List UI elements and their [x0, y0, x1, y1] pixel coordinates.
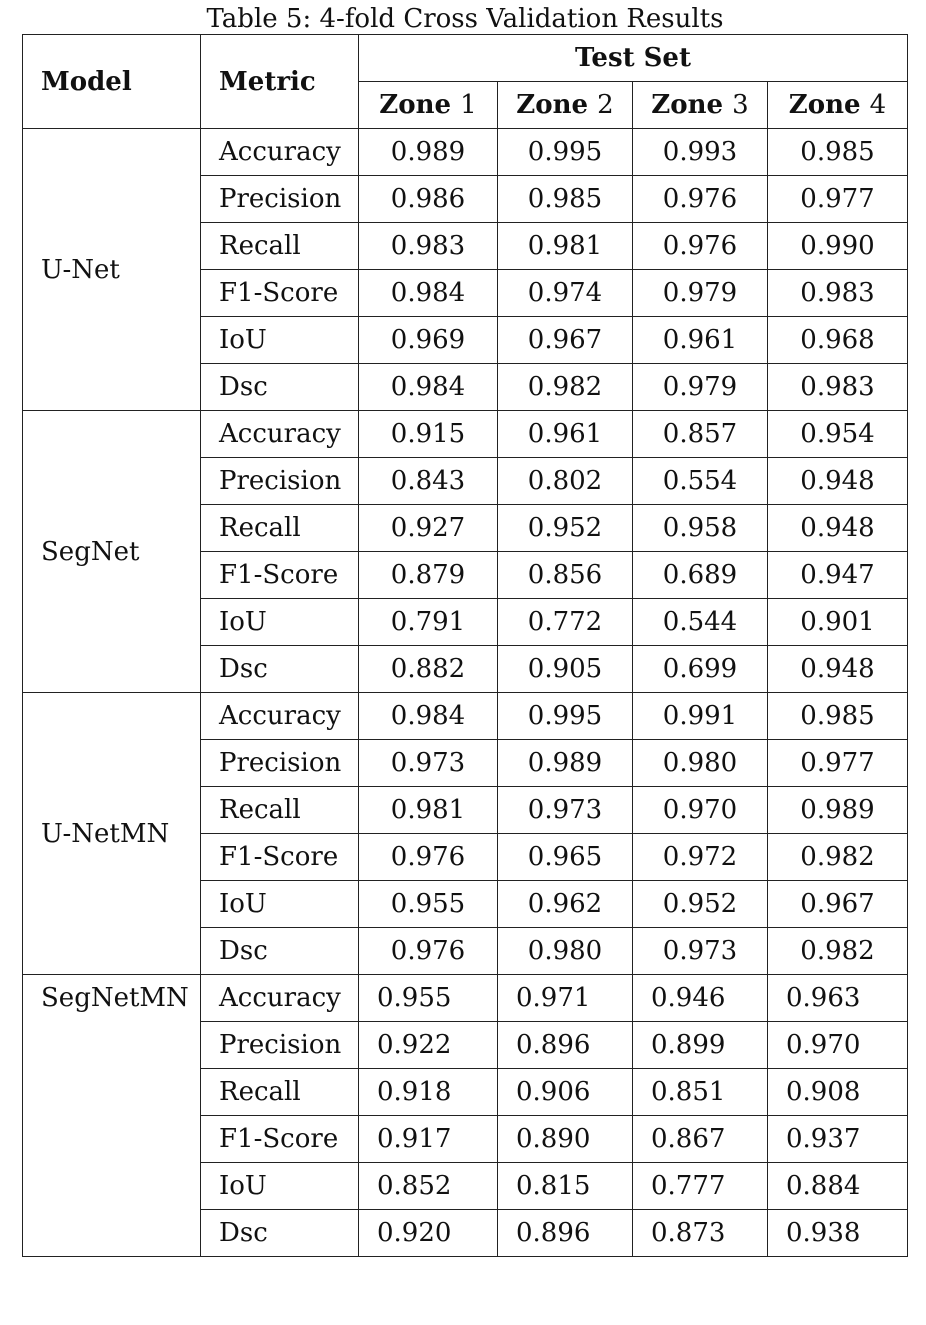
value-cell-zone-2: 0.962 [498, 881, 633, 928]
value-cell-zone-4: 0.982 [768, 928, 908, 975]
value-cell-zone-4: 0.948 [768, 646, 908, 693]
zone-header-4 [768, 82, 908, 129]
value-cell-zone-2: 0.974 [498, 270, 633, 317]
value-cell-zone-4: 0.989 [768, 787, 908, 834]
value-cell-zone-2: 0.965 [498, 834, 633, 881]
model-header: Model [23, 35, 201, 129]
value-cell-zone-2: 0.772 [498, 599, 633, 646]
model-cell: U-Net [23, 129, 201, 411]
metric-cell: Recall [201, 787, 359, 834]
value-cell-zone-1: 0.989 [359, 129, 498, 176]
value-cell-zone-3: 0.899 [633, 1022, 768, 1069]
value-cell-zone-2: 0.995 [498, 129, 633, 176]
value-cell-zone-3: 0.851 [633, 1069, 768, 1116]
value-cell-zone-3: 0.777 [633, 1163, 768, 1210]
value-cell-zone-2: 0.989 [498, 740, 633, 787]
value-cell-zone-3: 0.958 [633, 505, 768, 552]
value-cell-zone-3: 0.857 [633, 411, 768, 458]
value-cell-zone-3: 0.554 [633, 458, 768, 505]
value-cell-zone-3: 0.961 [633, 317, 768, 364]
value-cell-zone-2: 0.815 [498, 1163, 633, 1210]
value-cell-zone-3: 0.689 [633, 552, 768, 599]
zone-word: Zone [516, 90, 589, 120]
value-cell-zone-1: 0.983 [359, 223, 498, 270]
value-cell-zone-2: 0.985 [498, 176, 633, 223]
value-cell-zone-2: 0.802 [498, 458, 633, 505]
metric-cell: Precision [201, 176, 359, 223]
value-cell-zone-2: 0.967 [498, 317, 633, 364]
metric-cell: Recall [201, 1069, 359, 1116]
value-cell-zone-3: 0.970 [633, 787, 768, 834]
value-cell-zone-1: 0.955 [359, 881, 498, 928]
zone-header-2 [498, 82, 633, 129]
value-cell-zone-3: 0.867 [633, 1116, 768, 1163]
table-row [23, 693, 908, 740]
zone-header-3 [633, 82, 768, 129]
value-cell-zone-2: 0.896 [498, 1022, 633, 1069]
metric-cell: IoU [201, 599, 359, 646]
value-cell-zone-1: 0.976 [359, 928, 498, 975]
value-cell-zone-3: 0.980 [633, 740, 768, 787]
value-cell-zone-4: 0.884 [768, 1163, 908, 1210]
model-cell: SegNet [23, 411, 201, 693]
test-set-header: Test Set [359, 35, 908, 82]
value-cell-zone-1: 0.791 [359, 599, 498, 646]
value-cell-zone-4: 0.977 [768, 176, 908, 223]
metric-cell: Dsc [201, 364, 359, 411]
table-row [23, 129, 908, 176]
metric-cell: Accuracy [201, 975, 359, 1022]
metric-header: Metric [201, 35, 359, 129]
value-cell-zone-2: 0.961 [498, 411, 633, 458]
metric-cell: Dsc [201, 646, 359, 693]
value-cell-zone-1: 0.843 [359, 458, 498, 505]
model-cell: SegNetMN [23, 975, 201, 1257]
value-cell-zone-4: 0.977 [768, 740, 908, 787]
value-cell-zone-1: 0.879 [359, 552, 498, 599]
value-cell-zone-1: 0.981 [359, 787, 498, 834]
zone-word: Zone [651, 90, 724, 120]
value-cell-zone-1: 0.917 [359, 1116, 498, 1163]
table-header [23, 35, 908, 129]
value-cell-zone-1: 0.969 [359, 317, 498, 364]
value-cell-zone-2: 0.973 [498, 787, 633, 834]
value-cell-zone-3: 0.991 [633, 693, 768, 740]
table-row [23, 975, 908, 1022]
value-cell-zone-4: 0.937 [768, 1116, 908, 1163]
table-caption: Table 5: 4-fold Cross Validation Results [206, 4, 724, 34]
value-cell-zone-4: 0.901 [768, 599, 908, 646]
value-cell-zone-2: 0.971 [498, 975, 633, 1022]
value-cell-zone-3: 0.873 [633, 1210, 768, 1257]
metric-cell: Accuracy [201, 129, 359, 176]
value-cell-zone-3: 0.979 [633, 364, 768, 411]
metric-cell: Dsc [201, 928, 359, 975]
value-cell-zone-4: 0.963 [768, 975, 908, 1022]
metric-cell: F1-Score [201, 834, 359, 881]
metric-cell: IoU [201, 1163, 359, 1210]
value-cell-zone-4: 0.954 [768, 411, 908, 458]
zone-word: Zone [379, 90, 452, 120]
value-cell-zone-3: 0.973 [633, 928, 768, 975]
results-table [22, 34, 908, 1257]
value-cell-zone-4: 0.947 [768, 552, 908, 599]
value-cell-zone-1: 0.852 [359, 1163, 498, 1210]
value-cell-zone-3: 0.993 [633, 129, 768, 176]
value-cell-zone-1: 0.973 [359, 740, 498, 787]
value-cell-zone-4: 0.948 [768, 458, 908, 505]
metric-cell: Dsc [201, 1210, 359, 1257]
value-cell-zone-1: 0.976 [359, 834, 498, 881]
value-cell-zone-3: 0.972 [633, 834, 768, 881]
value-cell-zone-1: 0.955 [359, 975, 498, 1022]
metric-cell: Precision [201, 458, 359, 505]
value-cell-zone-2: 0.856 [498, 552, 633, 599]
value-cell-zone-2: 0.906 [498, 1069, 633, 1116]
value-cell-zone-4: 0.908 [768, 1069, 908, 1116]
metric-cell: Precision [201, 740, 359, 787]
value-cell-zone-3: 0.699 [633, 646, 768, 693]
metric-cell: Accuracy [201, 693, 359, 740]
zone-number: 1 [460, 90, 477, 120]
value-cell-zone-4: 0.938 [768, 1210, 908, 1257]
value-cell-zone-1: 0.984 [359, 270, 498, 317]
value-cell-zone-2: 0.896 [498, 1210, 633, 1257]
table-row [23, 411, 908, 458]
value-cell-zone-1: 0.927 [359, 505, 498, 552]
metric-cell: Precision [201, 1022, 359, 1069]
value-cell-zone-3: 0.976 [633, 176, 768, 223]
value-cell-zone-2: 0.890 [498, 1116, 633, 1163]
value-cell-zone-4: 0.968 [768, 317, 908, 364]
value-cell-zone-2: 0.995 [498, 693, 633, 740]
value-cell-zone-1: 0.984 [359, 693, 498, 740]
value-cell-zone-4: 0.983 [768, 270, 908, 317]
metric-cell: IoU [201, 881, 359, 928]
value-cell-zone-3: 0.976 [633, 223, 768, 270]
metric-cell: Recall [201, 223, 359, 270]
value-cell-zone-4: 0.985 [768, 693, 908, 740]
metric-cell: F1-Score [201, 1116, 359, 1163]
metric-cell: Accuracy [201, 411, 359, 458]
zone-header-1 [359, 82, 498, 129]
value-cell-zone-1: 0.986 [359, 176, 498, 223]
value-cell-zone-3: 0.946 [633, 975, 768, 1022]
value-cell-zone-3: 0.544 [633, 599, 768, 646]
value-cell-zone-1: 0.918 [359, 1069, 498, 1116]
table-body [23, 129, 908, 1257]
value-cell-zone-4: 0.985 [768, 129, 908, 176]
value-cell-zone-4: 0.967 [768, 881, 908, 928]
value-cell-zone-2: 0.982 [498, 364, 633, 411]
metric-cell: Recall [201, 505, 359, 552]
value-cell-zone-2: 0.981 [498, 223, 633, 270]
value-cell-zone-1: 0.922 [359, 1022, 498, 1069]
value-cell-zone-3: 0.979 [633, 270, 768, 317]
value-cell-zone-4: 0.982 [768, 834, 908, 881]
value-cell-zone-3: 0.952 [633, 881, 768, 928]
metric-cell: F1-Score [201, 270, 359, 317]
value-cell-zone-1: 0.915 [359, 411, 498, 458]
value-cell-zone-2: 0.980 [498, 928, 633, 975]
metric-cell: IoU [201, 317, 359, 364]
value-cell-zone-4: 0.970 [768, 1022, 908, 1069]
value-cell-zone-4: 0.983 [768, 364, 908, 411]
value-cell-zone-2: 0.952 [498, 505, 633, 552]
zone-word: Zone [788, 90, 861, 120]
value-cell-zone-1: 0.984 [359, 364, 498, 411]
metric-cell: F1-Score [201, 552, 359, 599]
zone-number: 2 [597, 90, 614, 120]
zone-number: 3 [732, 90, 749, 120]
value-cell-zone-1: 0.920 [359, 1210, 498, 1257]
value-cell-zone-4: 0.990 [768, 223, 908, 270]
value-cell-zone-4: 0.948 [768, 505, 908, 552]
value-cell-zone-1: 0.882 [359, 646, 498, 693]
value-cell-zone-2: 0.905 [498, 646, 633, 693]
model-cell: U-NetMN [23, 693, 201, 975]
zone-number: 4 [869, 90, 887, 120]
